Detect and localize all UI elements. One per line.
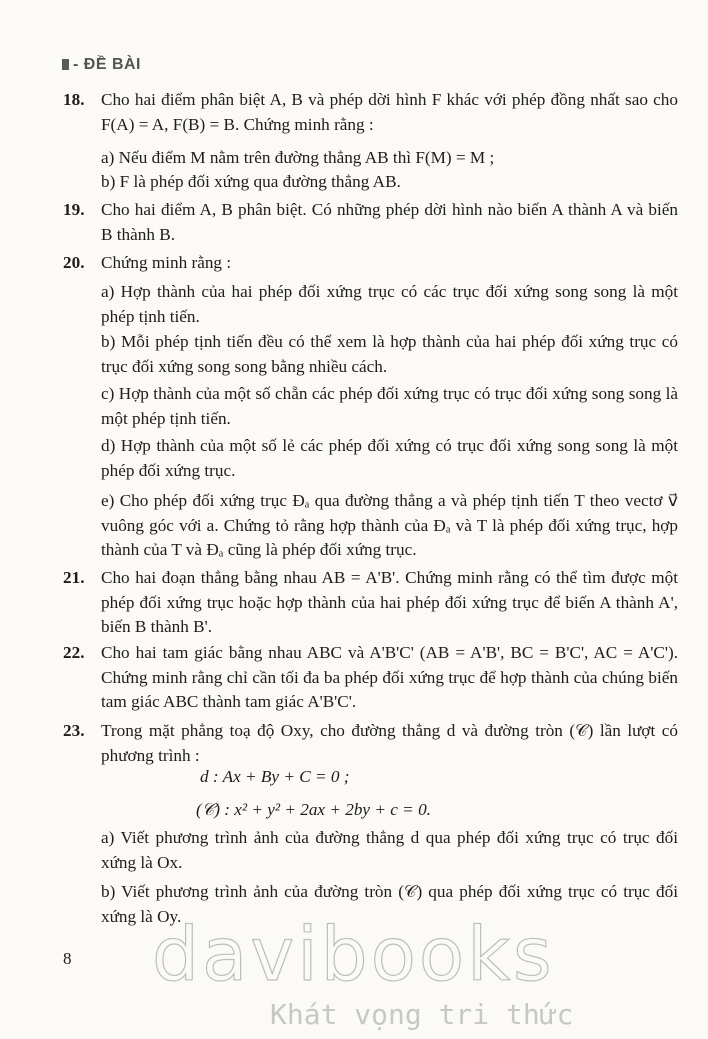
section-title: - ĐỀ BÀI (73, 56, 141, 73)
equation-circle-c: (𝒞) : x² + y² + 2ax + 2by + c = 0. (196, 800, 431, 819)
part-text: b) F là phép đối xứng qua đường thẳng AB. (101, 172, 401, 191)
part-text: b) Mỗi phép tịnh tiến đều có thể xem là hợp thành của hai phép đối xứng trục có trục đối xứng song song bằng nhiều cách. (101, 332, 678, 376)
problem-text: Cho hai điểm A, B phân biệt. Có những phép dời hình nào biến A thành A và biến B thành B. (101, 200, 678, 244)
problem-number: 19. (63, 200, 85, 219)
problem-number: 18. (63, 90, 85, 109)
part-text: e) Cho phép đối xứng trục Đₐ qua đường thẳng a và phép tịnh tiến T theo vectơ v⃗ vuông góc với a. Chứng tỏ rằng hợp thành của Đₐ và T là phép đối xứng trục, hợp thành của T và Đₐ cũng là phép đối xứng trục. (101, 491, 678, 559)
part-text: a) Nếu điểm M nằm trên đường thẳng AB thì F(M) = M ; (101, 148, 495, 167)
part-text: c) Hợp thành của một số chẵn các phép đối xứng trục có trục đối xứng song song là một phép tịnh tiến. (101, 384, 678, 428)
problem-number: 22. (63, 643, 85, 662)
part-text: a) Viết phương trình ảnh của đường thẳng d qua phép đối xứng trục có trục đối xứng là Ox. (101, 828, 678, 872)
problem-text: Chứng minh rằng : (101, 253, 232, 272)
section-marker-icon (62, 59, 69, 70)
watermark-tagline: Khát vọng tri thức (270, 998, 574, 1031)
section-heading (62, 56, 141, 74)
problem-text: Cho hai đoạn thẳng bằng nhau AB = A'B'. Chứng minh rằng có thể tìm được một phép đối xứng trục hoặc hợp thành của hai phép đối xứng trục để biến A thành A', biến B thành B'. (101, 568, 678, 636)
part-text: b) Viết phương trình ảnh của đường tròn (𝒞) qua phép đối xứng trục có trục đối xứng là Oy. (101, 882, 678, 926)
watermark-brand: davibooks (152, 912, 555, 998)
problem-text: Trong mặt phẳng toạ độ Oxy, cho đường thẳng d và đường tròn (𝒞) lần lượt có phương trình : (101, 721, 678, 765)
problem-text: Cho hai điểm phân biệt A, B và phép dời hình F khác với phép đồng nhất sao cho F(A) = A, F(B) = B. Chứng minh rằng : (101, 90, 678, 134)
watermark (152, 912, 574, 1031)
problem-number: 20. (63, 253, 85, 272)
problem-text: Cho hai tam giác bằng nhau ABC và A'B'C' (AB = A'B', BC = B'C', AC = A'C'). Chứng minh rằng chỉ cần tối đa ba phép đối xứng trục để hợp thành của chúng biến tam giác ABC thành tam giác A'B'C'. (101, 643, 678, 711)
equation-line-d: d : Ax + By + C = 0 ; (200, 767, 350, 786)
part-text: a) Hợp thành của hai phép đối xứng trục có các trục đối xứng song song là một phép tịnh tiến. (101, 282, 678, 326)
part-text: d) Hợp thành của một số lẻ các phép đối xứng có trục đối xứng song song là một phép đối xứng trục. (101, 436, 678, 480)
problem-number: 23. (63, 721, 85, 740)
page-number: 8 (63, 949, 72, 968)
problem-number: 21. (63, 568, 85, 587)
